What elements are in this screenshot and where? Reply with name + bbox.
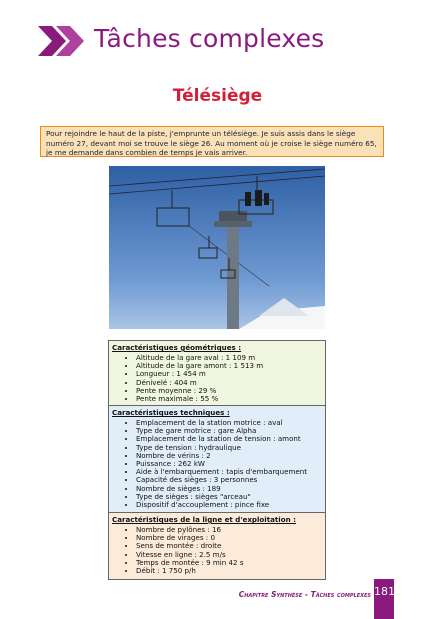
list-item: • Dénivelé : 404 m [136,379,322,387]
list-item: • Pente maximale : 55 % [136,395,322,403]
page-title: Télésiège [172,86,263,106]
technical-section [108,406,326,513]
list-item: • Nombre de pylônes : 16 [136,526,322,534]
footer-chapter-label: Chapitre Synthèse - Tâches complexes [238,590,371,599]
chevron-right-icon [38,26,84,56]
page-number: 181 [374,579,394,619]
list-item: • Type de sièges : sièges "arceau" [136,493,322,501]
list-item: • Nombre de virages : 0 [136,534,322,542]
chapter-title: Tâches complexes [94,24,325,53]
technical-list [112,419,322,509]
chapter-header [38,24,368,58]
geometric-list [112,354,322,403]
list-item: • Capacité des sièges : 3 personnes [136,476,322,484]
list-item: • Type de tension : hydraulique [136,444,322,452]
list-item: • Aide à l'embarquement : tapis d'embarquement [136,468,322,476]
list-item: • Longueur : 1 454 m [136,370,322,378]
list-item: • Type de gare motrice : gare Alpha [136,427,322,435]
line-section [108,513,326,580]
line-list [112,526,322,575]
list-item: • Puissance : 262 kW [136,460,322,468]
list-item: • Dispositif d'accouplement : pince fixe [136,501,322,509]
list-item: • Nombre de sièges : 189 [136,485,322,493]
list-item: • Altitude de la gare aval : 1 109 m [136,354,322,362]
geometric-section [108,340,326,406]
list-item: • Débit : 1 750 p/h [136,567,322,575]
list-item: • Altitude de la gare amont : 1 513 m [136,362,322,370]
list-item: • Vitesse en ligne : 2.5 m/s [136,551,322,559]
technical-title: Caractéristiques techniques : [112,408,230,417]
list-item: • Temps de montée : 9 min 42 s [136,559,322,567]
problem-statement: Pour rejoindre le haut de la piste, j'emprunte un télésiège. Je suis assis dans le siège numéro 27, devant moi se trouve le siège 26. Au moment où je croise le siège numéro 65, je me demande dans combien de temps je vais arriver. [40,126,384,157]
list-item: • Emplacement de la station motrice : aval [136,419,322,427]
list-item: • Emplacement de la station de tension : amont [136,435,322,443]
specifications-table [108,340,326,580]
list-item: • Nombre de vérins : 2 [136,452,322,460]
line-title: Caractéristiques de la ligne et d'exploitation : [112,515,296,524]
chairlift-photo [109,166,325,329]
list-item: • Pente moyenne : 29 % [136,387,322,395]
list-item: • Sens de montée : droite [136,542,322,550]
geometric-title: Caractéristiques géométriques : [112,343,242,352]
